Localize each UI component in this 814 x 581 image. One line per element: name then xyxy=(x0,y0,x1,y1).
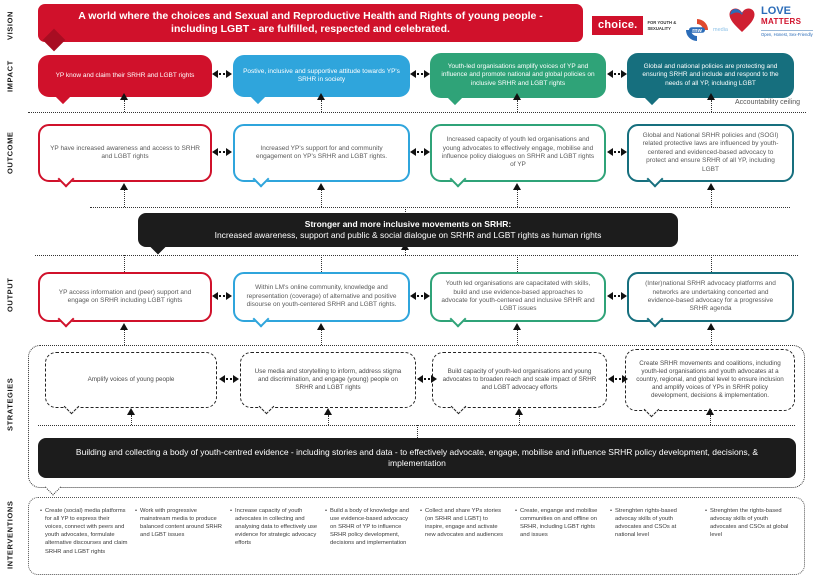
bullet xyxy=(420,507,422,565)
output-box-4-text: (Inter)national SRHR advocacy platforms and networks are undertaking concerted and evidence-based advocacy for a progressive SRHR agenda xyxy=(645,280,776,313)
outcome-box-1 xyxy=(38,124,212,182)
speech-tail xyxy=(645,91,659,105)
up-arrow xyxy=(711,190,712,207)
strategy-box-2-text: Use media and storytelling to inform, address stigma and discrimination, and engage (young) people on SRHR and LGBT rights xyxy=(254,367,402,392)
impact-box-4-text: Global and national policies are protecting and ensuring SRHR and include and respond to the needs of all YP, including LGBT xyxy=(642,62,779,87)
impact-box-3 xyxy=(430,53,606,98)
impact-box-1-text: YP know and claim their SRHR and LGBT rights xyxy=(55,71,195,79)
connector-line xyxy=(90,207,790,208)
bidirectional-arrow xyxy=(410,70,430,78)
intervention-item-5 xyxy=(420,507,508,565)
intervention-item-7 xyxy=(610,507,698,565)
bidirectional-arrow xyxy=(212,70,232,78)
speech-tail xyxy=(58,311,75,328)
intervention-item-3 xyxy=(230,507,318,565)
outcome-box-2 xyxy=(233,124,410,182)
speech-tail xyxy=(450,171,467,188)
choice-logo-wordmark: choice. xyxy=(592,16,643,35)
up-arrow xyxy=(131,415,132,425)
speech-tail xyxy=(45,479,62,496)
up-arrow xyxy=(519,415,520,425)
bullet xyxy=(705,507,707,565)
up-arrow xyxy=(328,415,329,425)
intervention-item-8-text: Strenghten the rights-based advocay skills of youth advocates and CSOs at global level xyxy=(710,508,789,539)
accountability-ceiling-label: Accountability ceiling xyxy=(735,99,800,106)
rnw-media-logo xyxy=(684,17,728,43)
up-arrow xyxy=(321,100,322,112)
choice-logo-subtext: FOR YOUTH & SEXUALITY xyxy=(647,20,677,31)
up-arrow xyxy=(321,330,322,345)
speech-tail xyxy=(251,90,265,104)
strategy-box-4 xyxy=(625,349,795,411)
impact-box-2 xyxy=(233,55,410,97)
connector-stub xyxy=(517,255,518,272)
accountability-ceiling-line xyxy=(28,112,806,113)
impact-box-1 xyxy=(38,55,212,97)
row-label-interventions: INTERVENTIONS xyxy=(5,500,15,570)
connector-stub xyxy=(321,255,322,272)
intervention-item-1 xyxy=(40,507,128,565)
bullet xyxy=(230,507,232,565)
intervention-item-4-text: Build a body of knowledge and use evidence-based advocacy on SRHR of YP to influence SRHR policy development, decisions and implementation xyxy=(330,508,409,547)
output-box-1 xyxy=(38,272,212,322)
strategy-box-3 xyxy=(432,352,607,408)
intervention-item-2-text: Work with progressive mainstream media to produce balanced content around SRHR and LGBT issues xyxy=(140,508,222,539)
strategy-box-1-text: Amplify voices of young people xyxy=(87,375,175,383)
vision-banner xyxy=(38,4,583,42)
speech-tail xyxy=(253,311,270,328)
up-arrow xyxy=(710,415,711,425)
outcome-box-4-text: Global and National SRHR policies and (SOGI) related protective laws are influenced by youth-centered and evidenced-based advocacy to protect and ensure SRHR of all YP, including LGBT xyxy=(642,131,779,173)
bullet xyxy=(135,507,137,565)
outcome-box-2-text: Increased YP's support for and community engagement on YP's SRHR and LGBT rights. xyxy=(255,144,388,160)
bidirectional-arrow xyxy=(607,292,627,300)
row-label-vision: VISION xyxy=(5,10,15,40)
strategy-box-1 xyxy=(45,352,217,408)
strategy-box-3-text: Build capacity of youth-led organisations and young advocates to broaden reach and scale impact of SRHR and LGBT advocacy efforts xyxy=(442,367,597,392)
bidirectional-arrow xyxy=(219,375,239,383)
row-label-impact: IMPACT xyxy=(5,60,15,92)
intervention-item-8 xyxy=(705,507,793,565)
bidirectional-arrow xyxy=(212,148,232,156)
movements-banner xyxy=(138,213,678,247)
choice-logo xyxy=(592,16,679,35)
up-arrow xyxy=(517,330,518,345)
connector-stub xyxy=(711,255,712,272)
bullet xyxy=(610,507,612,565)
bidirectional-arrow xyxy=(608,375,628,383)
speech-tail xyxy=(448,91,462,105)
love-matters-line1: LOVE xyxy=(761,5,791,17)
bullet xyxy=(515,507,517,565)
evidence-banner xyxy=(38,438,796,478)
up-arrow xyxy=(321,190,322,207)
bidirectional-arrow xyxy=(417,375,437,383)
intervention-item-6 xyxy=(515,507,603,565)
speech-tail xyxy=(56,90,70,104)
rnw-media-label: media xyxy=(713,27,728,33)
intervention-item-6-text: Create, engange and mobilise communities on and offline on SRHR, including LGBT rights and issues xyxy=(520,508,598,539)
output-box-2-text: Within LM's online community, knowledge and representation (coverage) of alternative and positive disourse on youth-centered SRHR and LGBT rights. xyxy=(246,284,397,309)
movements-banner-title: Stronger and more inclusive movements on SRHR: xyxy=(304,218,512,229)
love-matters-tagline: Open, Honest, Sex-Friendly xyxy=(761,30,813,38)
outcome-box-3 xyxy=(430,124,606,182)
bullet xyxy=(325,507,327,565)
bullet xyxy=(40,507,42,565)
up-arrow xyxy=(517,100,518,112)
bidirectional-arrow xyxy=(607,148,627,156)
rnw-swirl-icon xyxy=(684,17,710,43)
svg-text:rnw: rnw xyxy=(692,27,702,34)
love-matters-line2: MATTERS xyxy=(761,17,802,26)
output-box-1-text: YP access information and (peer) support and engage on SRHR including LGBT rights xyxy=(58,288,192,304)
up-arrow xyxy=(124,100,125,112)
connector-stub xyxy=(124,255,125,272)
outcome-box-3-text: Increased capacity of youth led organisations and young advocates to effectively engage, mobilise and influence policy dialogues on SRHR and LGBT rights of YP xyxy=(441,136,595,169)
heart-icon xyxy=(727,6,757,34)
evidence-banner-text: Building and collecting a body of youth-centred evidence - including stories and data - to effectively advocate, engage, mobilise and influence SRHR policy development, decisions, & implementation xyxy=(75,446,759,468)
interventions-container xyxy=(28,497,805,575)
up-arrow xyxy=(124,330,125,345)
output-box-4 xyxy=(627,272,794,322)
impact-box-3-text: Youth-led organisations amplify voices of YP and influence and promote national and global policies on inclusive SRHR and LGBT rights xyxy=(441,62,595,87)
output-box-3 xyxy=(430,272,606,322)
outcome-box-4 xyxy=(627,124,794,182)
bidirectional-arrow xyxy=(607,70,627,78)
output-box-2 xyxy=(233,272,410,322)
intervention-item-7-text: Strenghten rights-based advocay skills of youth advocates and CSOs at national level xyxy=(615,508,677,539)
love-matters-logo xyxy=(727,6,813,37)
row-label-strategies: STRATEGIES xyxy=(5,377,15,431)
speech-tail xyxy=(253,171,270,188)
connector-stub xyxy=(417,425,418,438)
up-arrow xyxy=(711,330,712,345)
speech-tail xyxy=(58,171,75,188)
intervention-item-4 xyxy=(325,507,413,565)
bidirectional-arrow xyxy=(212,292,232,300)
vision-text: A world where the choices and Sexual and Reproductive Health and Rights of young people - including LGBT - are fulfilled, respected and celebrated. xyxy=(78,9,543,35)
speech-tail xyxy=(150,238,167,255)
intervention-item-1-text: Create (social) media platforms for all YP to express their voices, connect with peers and youth advocates, formulate alternative discourses and claim SRHR and LGBT rights xyxy=(45,508,128,555)
intervention-item-2 xyxy=(135,507,223,565)
bidirectional-arrow xyxy=(410,292,430,300)
bidirectional-arrow xyxy=(410,148,430,156)
intervention-item-5-text: Collect and share YPs stories (on SRHR and LGBT) to inspire, engage and activate new advocates and audiences xyxy=(425,508,504,539)
impact-box-2-text: Postive, inclusive and supportive attitude towards YP's SRHR in society xyxy=(243,67,400,83)
connector-line xyxy=(35,255,798,256)
row-label-outcome: OUTCOME xyxy=(5,131,15,175)
up-arrow xyxy=(124,190,125,207)
intervention-item-3-text: Increase capacity of youth advocates in collecting and analysing data to effectively use evidence for strategic advocacy efforts xyxy=(235,508,318,547)
strategy-box-2 xyxy=(240,352,416,408)
output-box-3-text: Youth led organisations are capacitated with skills, build and use evidence-based approaches to advocate for youth-centered and inclusive SRHR and LGBT issues xyxy=(441,280,595,313)
impact-box-4 xyxy=(627,53,794,98)
row-label-output: OUTPUT xyxy=(5,277,15,313)
strategy-box-4-text: Create SRHR movements and coalitions, including youth-led organisations and youth advocates at a country, regional, and global level to ensure inclusion and amplify voices of YPs in SRHR policy development, decisions & implementation. xyxy=(636,359,784,400)
movements-banner-subtitle: Increased awareness, support and public & social dialogue on SRHR and LGBT rights as human rights xyxy=(214,230,602,240)
up-arrow xyxy=(517,190,518,207)
outcome-box-1-text: YP have increased awareness and access to SRHR and LGBT rights xyxy=(50,144,200,160)
